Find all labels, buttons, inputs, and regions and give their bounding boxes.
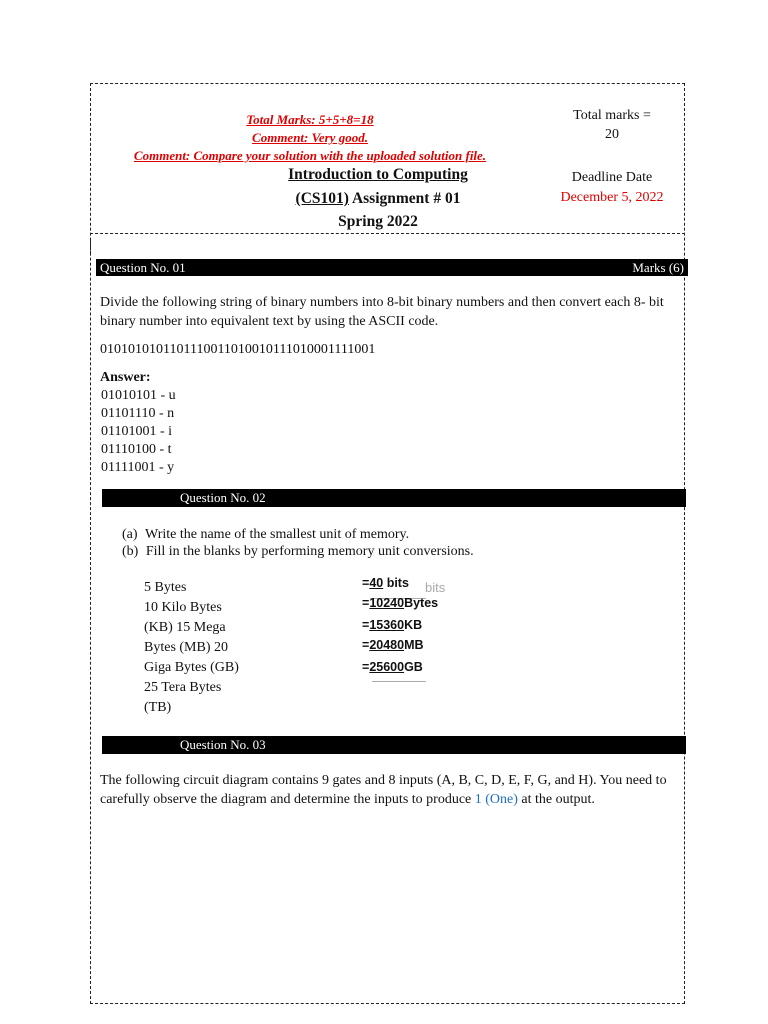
question-2b-marker: (b) bbox=[122, 544, 139, 559]
header-divider bbox=[90, 233, 685, 234]
answer-unit: bits bbox=[383, 576, 409, 590]
answer-line-4: 01110100 - t bbox=[101, 442, 172, 457]
conversion-left-4: Bytes (MB) 20 bbox=[144, 640, 228, 655]
comment-very-good: Comment: Very good. bbox=[252, 130, 368, 145]
conversion-left-6: 25 Tera Bytes bbox=[144, 680, 222, 695]
question-2a-marker: (a) bbox=[122, 527, 138, 542]
conversion-answer-4 bbox=[362, 638, 424, 652]
answer-unit: Bytes bbox=[404, 596, 439, 610]
question-2b bbox=[122, 544, 474, 560]
course-title bbox=[250, 166, 506, 184]
conversion-left-1: 5 Bytes bbox=[144, 580, 187, 595]
answer-label: Answer: bbox=[100, 370, 151, 385]
equals-sign: = bbox=[362, 660, 370, 674]
equals-sign: = bbox=[362, 618, 370, 632]
answer-value: 20480 bbox=[369, 638, 405, 652]
total-marks-label: Total marks = bbox=[573, 108, 651, 123]
semester: Spring 2022 bbox=[338, 213, 418, 230]
question-2-bar bbox=[102, 489, 686, 507]
assignment-title bbox=[250, 190, 506, 208]
total-marks-comment: Total Marks: 5+5+8=18 bbox=[246, 112, 374, 127]
binary-string: 0101010101101110011010010111010001111001 bbox=[100, 342, 376, 357]
conversion-answer-3 bbox=[362, 618, 422, 632]
question-3-text-before: The following circuit diagram contains 9 gates and 8 inputs (A, B, C, D, E, F, G, and H). You need to carefully observe the diagram and determine the inputs to produce bbox=[100, 773, 667, 807]
question-1-text: Divide the following string of binary numbers into 8-bit binary numbers and then convert each 8- bit binary number into equivalent text by using the ASCII code. bbox=[100, 295, 664, 329]
question-3-text bbox=[100, 771, 680, 809]
conversion-left-7: (TB) bbox=[144, 700, 172, 715]
equals-sign: = bbox=[362, 576, 370, 590]
course-title-text: Introduction to Computing bbox=[288, 166, 468, 183]
total-marks-value: 20 bbox=[605, 127, 619, 142]
course-code: (CS101) bbox=[295, 190, 349, 207]
conversion-left-3: (KB) 15 Mega bbox=[144, 620, 226, 635]
ghost-unit: bits bbox=[425, 580, 446, 595]
answer-value: 25600 bbox=[369, 660, 405, 674]
question-2-label: Question No. 02 bbox=[180, 490, 266, 505]
answer-unit: KB bbox=[404, 618, 423, 632]
answer-line-5: 01111001 - y bbox=[101, 460, 175, 475]
header-divider-tick bbox=[90, 240, 93, 254]
answer-line-3: 01101001 - i bbox=[101, 424, 173, 439]
conversion-left-2: 10 Kilo Bytes bbox=[144, 600, 222, 615]
conversion-answer-5 bbox=[362, 660, 423, 674]
answer-unit: GB bbox=[404, 660, 423, 674]
question-3-label: Question No. 03 bbox=[180, 737, 266, 752]
question-2a-text: Write the name of the smallest unit of memory. bbox=[145, 527, 410, 542]
answer-value: 15360 bbox=[369, 618, 405, 632]
answer-line-2: 01101110 - n bbox=[101, 406, 175, 421]
question-3-highlight: 1 (One) bbox=[474, 792, 518, 807]
comment-compare-solution: Comment: Compare your solution with the uploaded solution file. bbox=[133, 148, 487, 163]
answer-unit: MB bbox=[404, 638, 424, 652]
deadline-label: Deadline Date bbox=[571, 170, 653, 185]
question-3-bar bbox=[102, 736, 686, 754]
assignment-number: Assignment # 01 bbox=[348, 190, 461, 207]
question-2a bbox=[122, 527, 409, 543]
question-1-label: Question No. 01 bbox=[100, 260, 186, 275]
conversion-left-5: Giga Bytes (GB) bbox=[144, 660, 239, 675]
deadline-value: December 5, 2022 bbox=[560, 190, 664, 205]
question-3-text-after: at the output. bbox=[517, 792, 595, 807]
answer-value: 10240 bbox=[369, 596, 405, 610]
answer-line-1: 01010101 - u bbox=[101, 388, 176, 403]
question-2b-text: Fill in the blanks by performing memory unit conversions. bbox=[145, 544, 474, 559]
blank-underline-2 bbox=[372, 681, 426, 682]
conversion-answer-1 bbox=[362, 576, 409, 590]
equals-sign: = bbox=[362, 596, 370, 610]
question-1-bar bbox=[96, 259, 688, 276]
conversion-answer-2 bbox=[362, 596, 438, 610]
question-1-marks: Marks (6) bbox=[632, 260, 684, 275]
answer-value: 40 bbox=[369, 576, 384, 590]
equals-sign: = bbox=[362, 638, 370, 652]
